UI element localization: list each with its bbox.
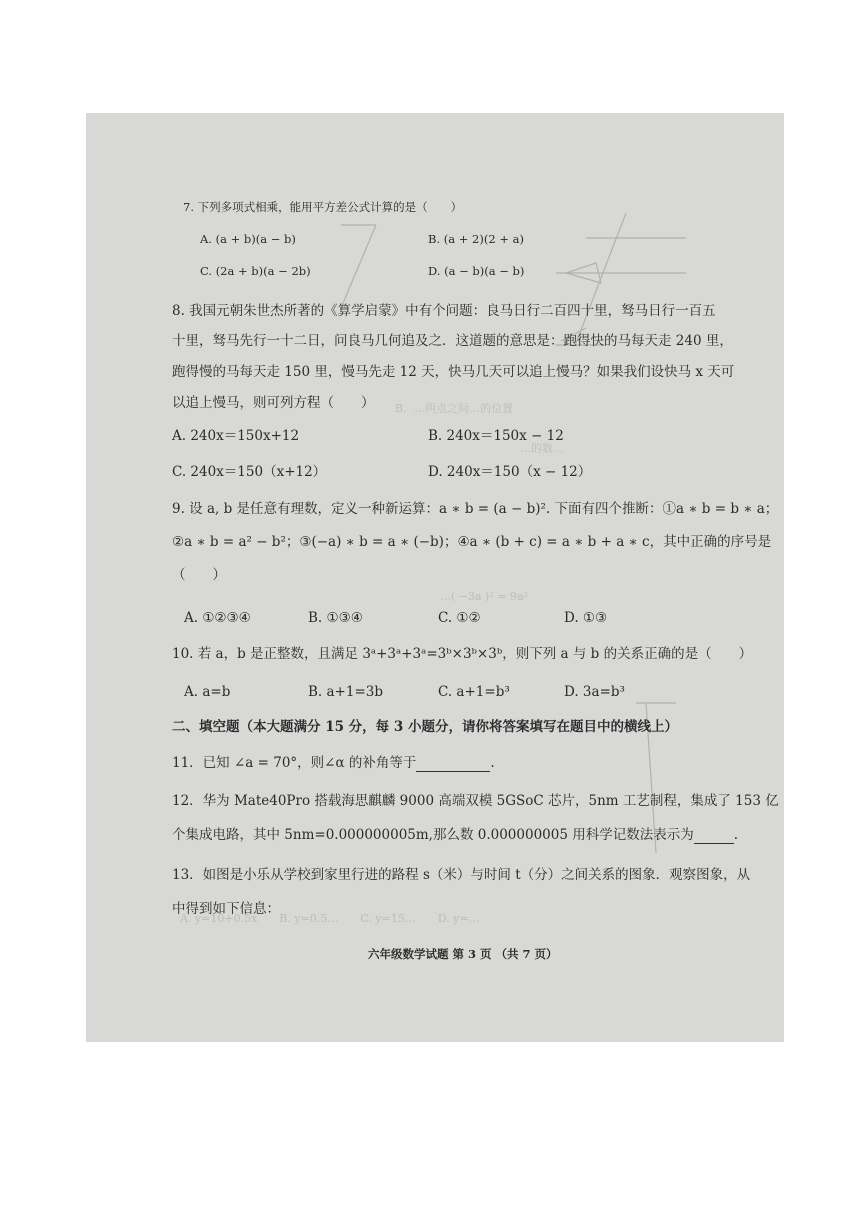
q9-option-a: A. ①②③④ [184, 610, 251, 626]
q10-stem: 10. 若 a，b 是正整数，且满足 3ᵃ+3ᵃ+3ᵃ=3ᵇ×3ᵇ×3ᵇ，则下列 a 与 b 的关系正确的是（ ） [172, 646, 753, 662]
q8-option-d: D. 240x＝150（x − 12） [428, 464, 592, 480]
q11 [172, 754, 495, 772]
q11-answer-blank [416, 757, 490, 772]
q7-stem: 7. 下列多项式相乘，能用平方差公式计算的是（ ） [183, 200, 463, 214]
q12-answer-blank [694, 829, 734, 844]
q12 [172, 826, 738, 844]
q13-line-1: 13．如图是小乐从学校到家里行进的路程 s（米）与时间 t（分）之间关系的图象．观察图象，从 [172, 867, 751, 883]
q12-line-2: 个集成电路，其中 5nm=0.000000005m,那么数 0.000000005 用科学记数法表示为 [172, 827, 694, 843]
q8-line-2: 十里，驽马先行一十二日，问良马几何追及之．这道题的意思是：跑得快的马每天走 240 里， [172, 333, 733, 349]
q7-option-b: B. (a + 2)(2 + a) [428, 232, 524, 246]
q8-option-a: A. 240x＝150x+12 [172, 428, 300, 444]
q9-line-3: （ ） [172, 567, 226, 583]
q13-line-2: 中得到如下信息： [172, 901, 280, 917]
q8-option-c: C. 240x＝150（x+12） [172, 464, 327, 480]
q9-option-c: C. ①② [438, 610, 481, 626]
q12-period: . [733, 827, 739, 843]
bleed-through-text: A. y=10+0.5x B. y=0.5… C. y=15… D. y=… [180, 912, 480, 925]
q11-text: 11．已知 ∠a = 70°，则∠α 的补角等于 [172, 755, 417, 771]
q8-line-3: 跑得慢的马每天走 150 里，慢马先走 12 天，快马几天可以追上慢马？如果我们设快马 x 天可 [172, 364, 735, 380]
q10-option-b: B. a+1=3b [308, 684, 383, 700]
bleed-through-text: …的数… [520, 442, 564, 455]
q9-option-b: B. ①③④ [308, 610, 363, 626]
bleed-through-text: B．…两点之间…的位置 [395, 402, 514, 415]
q11-period: . [490, 755, 495, 771]
q8-line-1: 8. 我国元朝朱世杰所著的《算学启蒙》中有个问题：良马日行二百四十里，驽马日行一百五 [172, 303, 716, 319]
q9-line-2: ②a ∗ b = a² − b²；③(−a) ∗ b = a ∗ (−b)；④a ∗ (b + c) = a ∗ b + a ∗ c，其中正确的序号是 [172, 534, 772, 550]
q10-option-a: A. a=b [184, 684, 231, 700]
q8-option-b: B. 240x＝150x − 12 [428, 428, 564, 444]
section-2-heading: 二、填空题（本大题满分 15 分，每 3 小题分，请你将答案填写在题目中的横线上） [172, 719, 678, 735]
page-footer: 六年级数学试题 第 3 页 （共 7 页） [368, 947, 558, 961]
q10-option-c: C. a+1=b³ [438, 684, 510, 700]
bleed-through-text: …( −3a )² = 9a² [440, 590, 528, 603]
q9-line-1: 9. 设 a, b 是任意有理数，定义一种新运算：a ∗ b = (a − b)². 下面有四个推断：①a ∗ b = b ∗ a； [172, 501, 779, 517]
q10-option-d: D. 3a=b³ [564, 684, 625, 700]
q7-option-c: C. (2a + b)(a − 2b) [200, 264, 311, 278]
q7-option-a: A. (a + b)(a − b) [200, 232, 296, 246]
q7-option-d: D. (a − b)(a − b) [428, 264, 525, 278]
q12-line-1: 12．华为 Mate40Pro 搭载海思麒麟 9000 高端双模 5GSoC 芯片，5nm 工艺制程，集成了 153 亿 [172, 793, 779, 809]
q9-option-d: D. ①③ [564, 610, 608, 626]
q8-line-4: 以追上慢马，则可列方程（ ） [172, 395, 375, 411]
